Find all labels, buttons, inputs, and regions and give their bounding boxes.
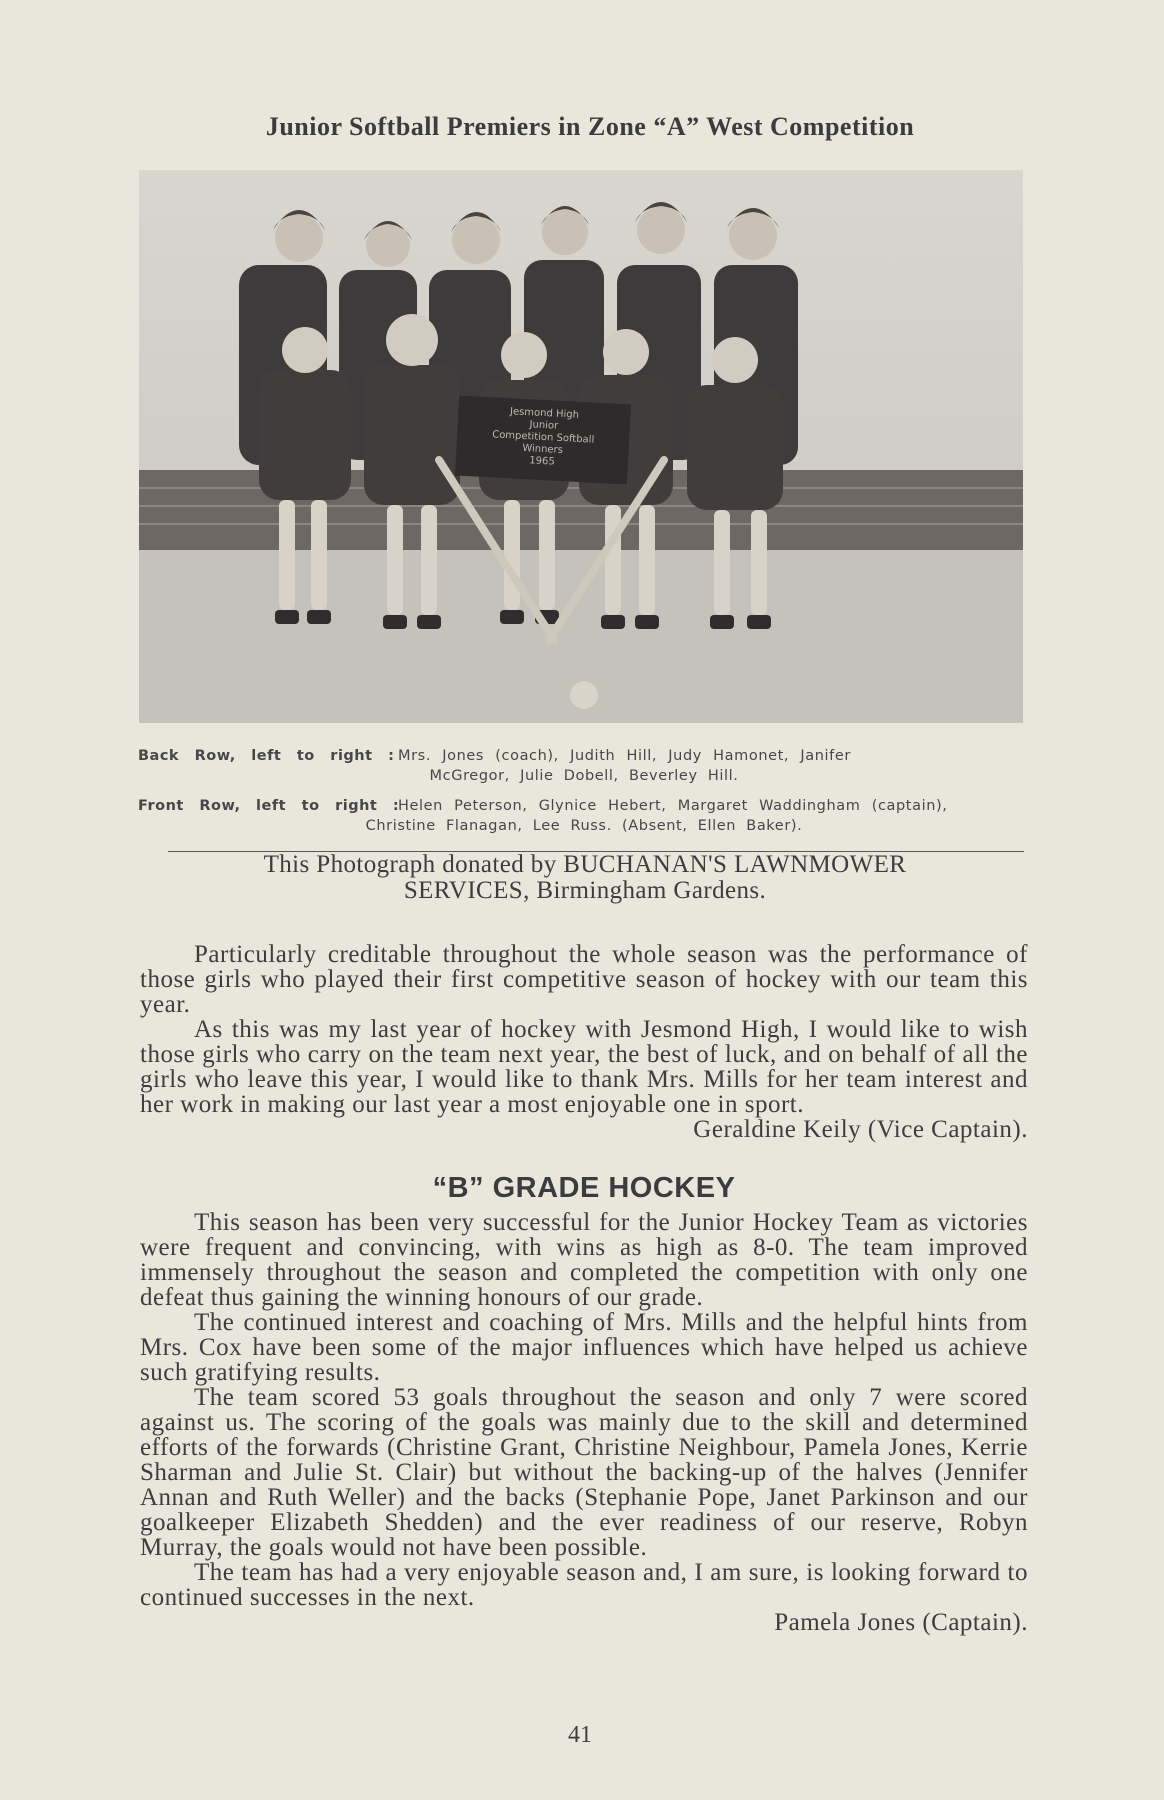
article-b-grade-hockey <box>140 1210 1028 1635</box>
sign-line: Competition Softball <box>491 429 595 446</box>
caption-names: Mrs. Jones (coach), Judith Hill, Judy Hamonet, Janifer <box>398 748 851 764</box>
paragraph: The team scored 53 goals throughout the season and only 7 were scored against us. The scoring of the goals was mainly due to the skill and determined efforts of the forwards (Christine Grant, Christine Neighbour, Pamela Jones, Kerrie Sharman and Julie St. Clair) but without the backing-up of the halves (Jennifer Annan and Ruth Weller) and the backs (Stephanie Pope, Janet Parkinson and our goalkeeper Elizabeth Shedden) and the ever readiness of our reserve, Robyn Murray, the goals would not have been possible. <box>140 1384 1028 1561</box>
caption-label: Back Row, left to right : <box>138 748 395 764</box>
team-photograph <box>139 170 1023 723</box>
caption-names-continued: McGregor, Julie Dobell, Beverley Hill. <box>429 768 739 784</box>
photo-sign <box>455 398 631 487</box>
donation-note <box>140 852 1030 904</box>
caption-front-row <box>138 798 1030 834</box>
paragraph: Particularly creditable throughout the whole season was the performance of those girls who played their first competitive season of hockey with our team this year. <box>140 941 1028 1018</box>
caption-label: Front Row, left to right : <box>138 798 400 814</box>
caption-names: Helen Peterson, Glynice Hebert, Margaret Waddingham (captain), <box>398 798 948 814</box>
donation-line: This Photograph donated by BUCHANAN'S LAWNMOWER <box>263 851 907 878</box>
paragraph: The continued interest and coaching of Mrs. Mills and the helpful hints from Mrs. Cox have been some of the major influences which have helped us achieve such gratifying results. <box>140 1309 1028 1386</box>
sign-line: Winners <box>522 442 564 457</box>
paragraph: This season has been very successful for the Junior Hockey Team as victories were frequent and convincing, with wins as high as 8-0. The team improved immensely throughout the season and completed the competition with only one defeat thus gaining the winning honours of our grade. <box>140 1209 1028 1311</box>
article-vice-captain-report <box>140 942 1028 1142</box>
caption-names-continued: Christine Flanagan, Lee Russ. (Absent, Ellen Baker). <box>365 818 803 834</box>
sign-line: Junior <box>529 419 559 432</box>
section-heading: “B” GRADE HOCKEY <box>432 1172 736 1204</box>
paragraph: The team has had a very enjoyable season and, I am sure, is looking forward to continued successes in the next. <box>140 1559 1028 1611</box>
caption-back-row <box>138 748 1030 784</box>
paragraph: As this was my last year of hockey with Jesmond High, I would like to wish those girls who carry on the team next year, the best of luck, and on behalf of all the girls who leave this year, I would like to thank Mrs. Mills for her team interest and her work in making our last year a most enjoyable one in sport. <box>140 1016 1028 1118</box>
sign-line: 1965 <box>528 455 555 468</box>
sign-line: Jesmond High <box>509 406 580 421</box>
donation-line: SERVICES, Birmingham Gardens. <box>403 877 767 904</box>
page-number: 41 <box>568 1722 592 1748</box>
signature: Geraldine Keily (Vice Captain). <box>693 1116 1028 1143</box>
signature: Pamela Jones (Captain). <box>774 1609 1028 1636</box>
photo-title: Junior Softball Premiers in Zone “A” West Competition <box>265 112 915 141</box>
